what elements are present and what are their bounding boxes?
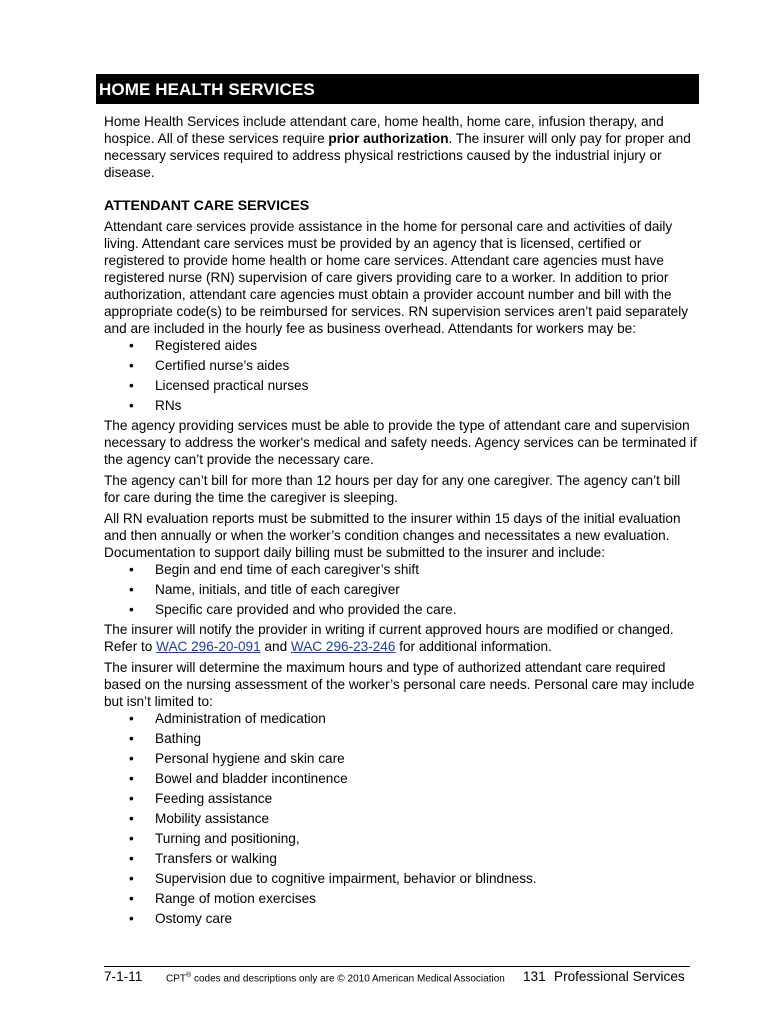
wac-296-23-246-link[interactable]: WAC 296-23-246 [290, 639, 396, 654]
footer-date: 7-1-11 [104, 969, 143, 984]
prior-authorization-emphasis: prior authorization [328, 131, 449, 146]
list-item: • Transfers or walking [104, 850, 697, 867]
rn-evaluation-paragraph: All RN evaluation reports must be submitted to the insurer within 15 days of the initial evaluation and then annually or when the worker’s condition changes and necessitates a new evaluation. Documentation to support daily billing must be submitted to the insurer and include: [104, 511, 681, 560]
agency-requirements-paragraph: The agency providing services must be able to provide the type of attendant care and supervision necessary to address the worker's medical and safety needs. Agency services can be terminated if the agency can’t provide the necessary care. [104, 418, 697, 467]
billing-hours-paragraph: The agency can’t bill for more than 12 hours per day for any one caregiver. The agency can’t bill for care during the time the caregiver is sleeping. [104, 473, 681, 505]
list-item: • Bathing [104, 730, 697, 747]
list-item: • Certified nurse’s aides [104, 357, 697, 374]
footer-section-title: Professional Services [554, 969, 685, 984]
list-item: • Registered aides [104, 337, 697, 354]
list-item: • Range of motion exercises [104, 890, 697, 907]
notification-paragraph: The insurer will notify the provider in writing if current approved hours are modified or changed. Refer to WAC 296-20-091 and WAC 296-23-246 for additional information. [104, 622, 674, 654]
list-item: • Mobility assistance [104, 810, 697, 827]
list-item: • Bowel and bladder incontinence [104, 770, 697, 787]
cpt-copyright-notice: CPT® codes and descriptions only are © 2010 American Medical Association [166, 972, 505, 985]
section-banner: HOME HEALTH SERVICES [96, 74, 699, 104]
attendant-care-heading: ATTENDANT CARE SERVICES [104, 198, 310, 214]
page-number: 131 [523, 969, 546, 984]
list-item: • Licensed practical nurses [104, 377, 697, 394]
page-content [99, 74, 697, 930]
attendant-types-list [104, 337, 697, 414]
list-item: • Supervision due to cognitive impairment, behavior or blindness. [104, 870, 697, 887]
list-item: • Name, initials, and title of each caregiver [104, 581, 697, 598]
documentation-list [104, 561, 697, 618]
list-item: • Feeding assistance [104, 790, 697, 807]
page-footer [104, 966, 690, 987]
list-item: • Personal hygiene and skin care [104, 750, 697, 767]
list-item: • RNs [104, 397, 697, 414]
list-item: • Begin and end time of each caregiver’s shift [104, 561, 697, 578]
personal-care-paragraph: The insurer will determine the maximum hours and type of authorized attendant care required based on the nursing assessment of the worker’s personal care needs. Personal care may include but isn’t limited to: [104, 660, 695, 709]
list-item: • Ostomy care [104, 910, 697, 927]
attendant-care-description: Attendant care services provide assistance in the home for personal care and activities of daily living. Attendant care services must be provided by an agency that is licensed, certified or registered to provide home health or home care services. Attendant care agencies must have registered nurse (RN) supervision of care givers providing care to a worker. In addition to prior authorization, attendant care agencies must obtain a provider account number and bill with the appropriate code(s) to be reimbursed for services. RN supervision services aren’t paid separately and are included in the hourly fee as business overhead. Attendants for workers may be: [104, 219, 689, 336]
intro-paragraph: Home Health Services include attendant care, home health, home care, infusion therapy, and hospice. All of these services require prior authorization. The insurer will only pay for proper and necessary services required to address physical restrictions caused by the industrial injury or disease. [104, 114, 691, 180]
wac-296-20-091-link[interactable]: WAC 296-20-091 [156, 639, 261, 654]
list-item: • Administration of medication [104, 710, 697, 727]
list-item: • Turning and positioning, [104, 830, 697, 847]
list-item: • Specific care provided and who provided the care. [104, 601, 697, 618]
personal-care-list [104, 710, 697, 927]
